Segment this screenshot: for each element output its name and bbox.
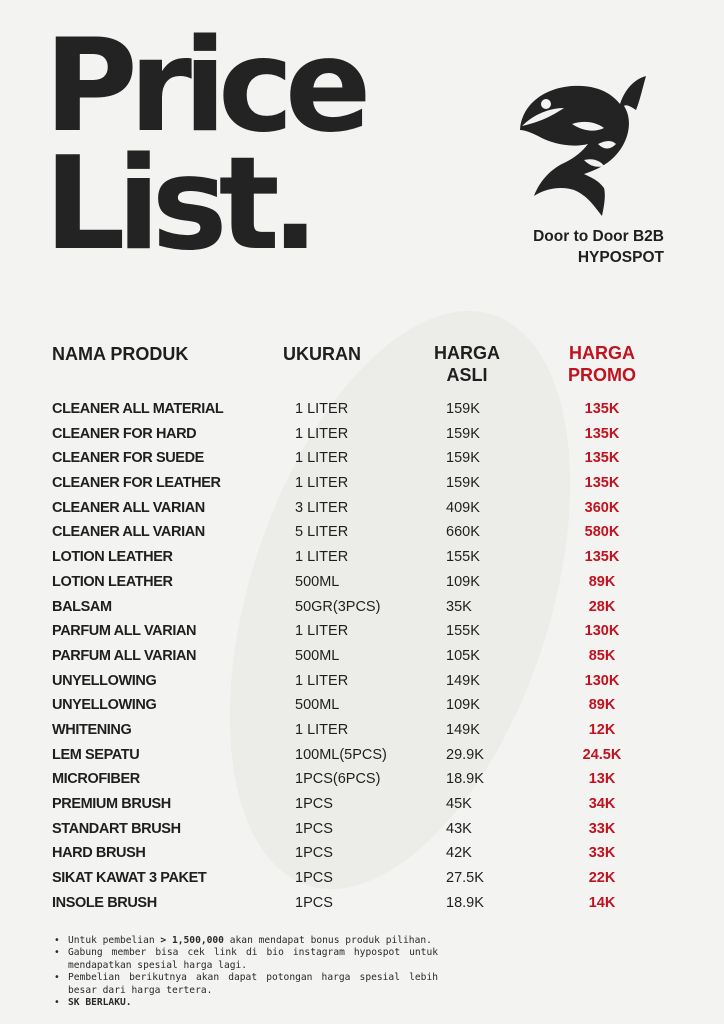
product-size: 500ML [295,573,340,590]
product-name: INSOLE BRUSH [52,894,157,911]
table-row [0,670,724,695]
table-row [0,398,724,423]
product-size: 1 LITER [295,721,349,738]
note-bullet: • [54,972,60,984]
product-name: UNYELLOWING [52,672,157,689]
table-row [0,793,724,818]
brand-line2: HYPOSPOT [577,249,664,266]
promo-price: 33K [588,820,616,837]
col-header-promo-line2: PROMO [567,365,636,385]
table-row [0,645,724,670]
note-item [54,972,438,997]
original-price: 43K [446,820,472,837]
original-price: 105K [446,647,480,664]
original-price: 159K [446,401,480,417]
product-size: 500ML [295,647,340,664]
note-bullet: • [54,997,60,1009]
product-size: 1PCS [295,796,333,812]
product-name: HARD BRUSH [52,845,146,862]
original-price: 159K [446,450,480,467]
original-price: 45K [446,796,472,812]
product-name: LOTION LEATHER [52,549,173,566]
promo-price: 135K [584,549,620,566]
col-header-size: UKURAN [283,344,361,364]
promo-price: 24.5K [582,746,622,763]
original-price: 660K [446,524,480,541]
price-table [0,398,724,916]
product-size: 50GR(3PCS) [295,598,381,615]
table-row [0,867,724,892]
table-row [0,596,724,621]
product-size: 1 LITER [295,475,349,492]
product-size: 1PCS(6PCS) [295,771,381,788]
page-title [44,12,363,279]
page-title-line1: Price [44,12,363,161]
product-size: 100ML(5PCS) [295,746,387,763]
note-1-amount: > 1,500,000 [160,935,224,946]
product-name: CLEANER ALL MATERIAL [52,401,224,417]
note-4: SK BERLAKU. [68,997,132,1009]
product-name: CLEANER FOR HARD [52,425,197,442]
note-3: Pembelian berikutnya akan dapat potongan harga spesial lebih besar dari harga tertera. [68,972,438,996]
note-bullet: • [54,935,60,946]
note-1-post: akan mendapat bonus produk pilihan. [223,935,432,946]
promo-price: 360K [584,499,620,516]
table-row [0,620,724,645]
table-row [0,571,724,596]
product-name: CLEANER ALL VARIAN [52,524,205,541]
original-price: 109K [446,573,480,590]
product-size: 1 LITER [295,623,349,640]
promo-price: 135K [584,401,620,417]
original-price: 42K [446,845,472,862]
product-size: 1PCS [295,845,333,862]
table-row [0,447,724,472]
col-header-name: NAMA PRODUK [52,344,189,364]
koi-fish-icon [512,70,648,216]
page-title-line2: List [44,130,271,279]
original-price: 149K [446,721,480,738]
col-header-original-line1: HARGA [434,343,500,363]
promo-price: 135K [584,450,620,467]
brand-line1: Door to Door B2B [533,228,664,245]
table-row [0,892,724,917]
note-1-pre: Untuk pembelian [68,935,161,946]
table-row [0,423,724,448]
table-row [0,842,724,867]
product-name: MICROFIBER [52,771,140,788]
product-name: LOTION LEATHER [52,573,173,590]
table-row [0,768,724,793]
promo-price: 89K [588,573,616,590]
product-name: BALSAM [52,598,112,615]
product-name: PARFUM ALL VARIAN [52,647,197,664]
product-size: 3 LITER [295,499,349,516]
promo-price: 89K [588,697,616,714]
note-item [54,935,438,947]
original-price: 35K [446,598,472,615]
product-name: UNYELLOWING [52,697,157,714]
note-bullet: • [54,947,60,959]
product-name: CLEANER FOR LEATHER [52,475,221,492]
promo-price: 135K [584,425,620,442]
table-row [0,818,724,843]
product-name: CLEANER ALL VARIAN [52,499,205,516]
note-item [54,997,438,1009]
product-size: 1 LITER [295,672,349,689]
page-title-dot: . [270,130,320,279]
promo-price: 12K [588,721,616,738]
product-size: 1 LITER [295,401,349,417]
product-name: PARFUM ALL VARIAN [52,623,197,640]
promo-price: 580K [584,524,620,541]
table-row [0,521,724,546]
col-header-promo [548,342,656,386]
table-row [0,546,724,571]
col-header-promo-line1: HARGA [569,343,635,363]
original-price: 109K [446,697,480,714]
col-header-original [424,342,510,386]
promo-price: 33K [588,845,616,862]
promo-price: 22K [588,870,616,887]
terms-notes [54,935,438,1009]
original-price: 409K [446,499,480,516]
table-row [0,497,724,522]
original-price: 155K [446,623,480,640]
table-row [0,719,724,744]
original-price: 18.9K [446,771,484,788]
product-size: 1 LITER [295,549,349,566]
original-price: 18.9K [446,894,484,911]
promo-price: 135K [584,475,620,492]
brand-block [488,226,664,268]
product-name: CLEANER FOR SUEDE [52,450,204,467]
table-row [0,744,724,769]
product-name: LEM SEPATU [52,746,140,763]
promo-price: 130K [584,623,620,640]
product-name: WHITENING [52,721,132,738]
product-name: SIKAT KAWAT 3 PAKET [52,870,207,887]
promo-price: 14K [588,894,616,911]
original-price: 159K [446,425,480,442]
promo-price: 13K [588,771,616,788]
original-price: 27.5K [446,870,484,887]
product-size: 1 LITER [295,425,349,442]
original-price: 155K [446,549,480,566]
product-name: PREMIUM BRUSH [52,796,171,812]
col-header-original-line2: ASLI [446,365,488,385]
product-size: 5 LITER [295,524,349,541]
note-2: Gabung member bisa cek link di bio instagram hypospot untuk mendapatkan spesial harga lagi. [68,947,438,971]
note-item [54,947,438,972]
product-size: 1 LITER [295,450,349,467]
product-name: STANDART BRUSH [52,820,181,837]
promo-price: 85K [588,647,616,664]
original-price: 29.9K [446,746,484,763]
product-size: 1PCS [295,820,333,837]
promo-price: 34K [588,796,616,812]
table-row [0,694,724,719]
original-price: 149K [446,672,480,689]
product-size: 1PCS [295,870,333,887]
promo-price: 28K [588,598,616,615]
promo-price: 130K [584,672,620,689]
product-size: 1PCS [295,894,333,911]
original-price: 159K [446,475,480,492]
product-size: 500ML [295,697,340,714]
table-row [0,472,724,497]
